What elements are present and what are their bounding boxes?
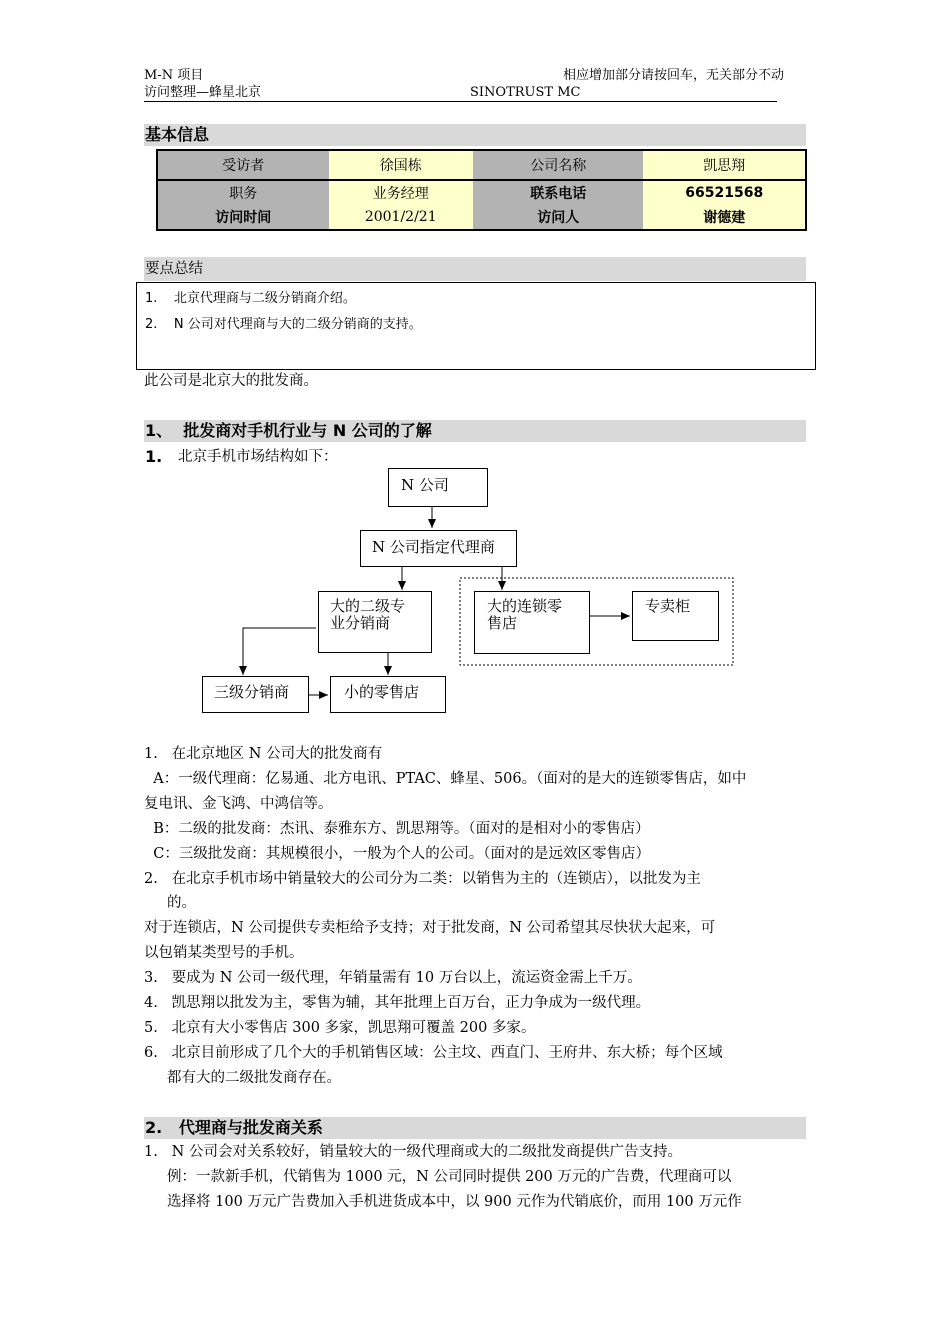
box-label: 大的连锁零 [487, 597, 563, 615]
header-project: M-N 项目 [144, 68, 204, 83]
body-line: 对于连锁店，N 公司提供专卖柜给予支持；对于批发商，N 公司希望其尽快状大起来，可 [144, 920, 716, 936]
info-value: 徐国栋 [329, 150, 473, 180]
body-line: 3. 要成为 N 公司一级代理，年销量需有 10 万台以上，流运资金需上千万。 [144, 970, 642, 986]
body-line: 复电讯、金飞鸿、中鸿信等。 [144, 796, 333, 812]
box-label: 业分销商 [330, 614, 391, 632]
info-label: 公司名称 [473, 150, 644, 180]
section1-intro-num: 1. [145, 447, 163, 466]
info-label: 访问时间 [157, 205, 329, 230]
box-label: 售店 [487, 614, 518, 632]
box-agent [360, 530, 517, 567]
header-company: SINOTRUST MC [470, 85, 581, 100]
box-label: 大的二级专 [330, 597, 406, 615]
info-value: 66521568 [643, 180, 806, 205]
body-line: 6. 北京目前形成了几个大的手机销售区域：公主坟、西直门、王府井、东大桥；每个区域 [144, 1045, 723, 1061]
header-subtitle: 访问整理—蜂星北京 [144, 85, 262, 100]
body-line: 1. N 公司会对关系较好，销量较大的一级代理商或大的二级批发商提供广告支持。 [144, 1144, 682, 1160]
body-line: 4. 凯思翔以批发为主，零售为辅，其年批理上百万台，正力争成为一级代理。 [144, 995, 651, 1011]
body-line: 以包销某类型号的手机。 [144, 945, 304, 961]
summary-title: 要点总结 [145, 261, 203, 277]
info-label: 联系电话 [473, 180, 644, 205]
info-value: 业务经理 [329, 180, 473, 205]
box-third-tier [202, 676, 309, 713]
info-value: 2001/2/21 [329, 205, 473, 230]
body-line: 选择将 100 万元广告费加入手机进货成本中，以 900 元作为代销底价，而用 100 万元作 [144, 1194, 742, 1210]
body-line: 的。 [144, 895, 197, 911]
section1-title: 1、 批发商对手机行业与 N 公司的了解 [145, 421, 432, 440]
box-counter [632, 591, 719, 641]
summary-after: 此公司是北京大的批发商。 [144, 373, 318, 389]
summary-item: 1. 北京代理商与二级分销商介绍。 [145, 291, 356, 306]
arrow-second-to-third [243, 628, 316, 675]
body-line: 例：一款新手机，代销售为 1000 元，N 公司同时提供 200 万元的广告费，代理商可以 [144, 1169, 732, 1185]
section2-title: 2. 代理商与批发商关系 [145, 1118, 323, 1137]
box-n-company [388, 468, 488, 507]
box-chain-store [474, 591, 590, 654]
box-label: N 公司指定代理商 [372, 538, 495, 556]
body-line: B：二级的批发商：杰讯、泰雅东方、凯思翔等。（面对的是相对小的零售店） [144, 821, 650, 837]
header-note: 相应增加部分请按回车，无关部分不动 [563, 68, 785, 83]
info-value: 凯思翔 [643, 150, 806, 180]
body-line: 都有大的二级批发商存在。 [144, 1070, 342, 1086]
box-label: 小的零售店 [344, 683, 420, 701]
basic-info-title: 基本信息 [145, 125, 210, 144]
box-label: 三级分销商 [214, 683, 290, 701]
info-label: 职务 [157, 180, 329, 205]
body-line: 2. 在北京手机市场中销量较大的公司分为二类：以销售为主的（连锁店），以批发为主 [144, 871, 701, 887]
box-small-retail [330, 676, 446, 713]
summary-item: 2. N 公司对代理商与大的二级分销商的支持。 [145, 317, 422, 332]
body-line: 5. 北京有大小零售店 300 多家，凯思翔可覆盖 200 多家。 [144, 1020, 536, 1036]
body-line: C：三级批发商：其规模很小，一般为个人的公司。（面对的是远效区零售店） [144, 846, 651, 862]
body-line: 1. 在北京地区 N 公司大的批发商有 [144, 746, 383, 762]
section1-intro-text: 北京手机市场结构如下： [178, 449, 338, 465]
box-label: N 公司 [401, 476, 449, 494]
info-label: 访问人 [473, 205, 644, 230]
box-second-tier [318, 591, 432, 653]
info-value: 谢德建 [643, 205, 806, 230]
body-line: A：一级代理商：亿易通、北方电讯、PTAC、蜂星、506。（面对的是大的连锁零售店，如中 [144, 771, 747, 787]
box-label: 专卖柜 [645, 597, 691, 615]
info-label: 受访者 [157, 150, 329, 180]
